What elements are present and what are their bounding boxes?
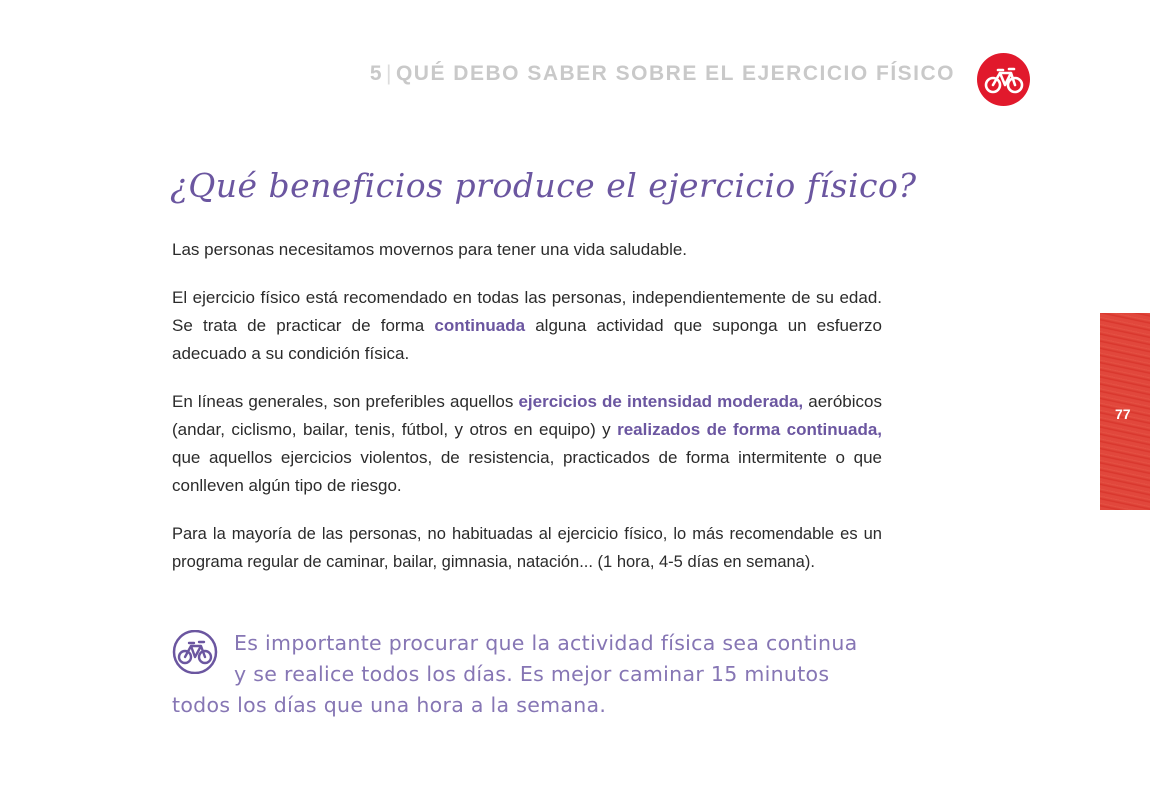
paragraph-4: Para la mayoría de las personas, no habituadas al ejercicio físico, lo más recomendable es un programa regular de caminar, bailar, gimnasia, natación... (1 hora, 4-5 días en semana). (172, 525, 882, 571)
highlight-realizados: realizados de forma continuada, (617, 420, 883, 439)
page-title: ¿Qué beneficios produce el ejercicio físico? (170, 166, 917, 205)
paragraph-3-text-a: En líneas generales, son preferibles aquellos (172, 392, 519, 411)
note-line-1: Es importante procurar que la actividad física sea continua (234, 631, 858, 655)
paragraph-3-text-c: aeróbicos (andar, ciclismo, bailar, tenis, fútbol, y otros en equipo) y (172, 392, 882, 439)
paragraph-2 (172, 284, 882, 368)
bicycle-badge (977, 53, 1030, 106)
section-header (370, 62, 955, 86)
paragraph-2-text-a: El ejercicio físico está recomendado en todas las personas, independientemente de su edad. Se trata de practicar de forma (172, 288, 882, 335)
paragraph-3-text-e: que aquellos ejercicios violentos, de resistencia, practicados de forma intermitente o que conlleven algún tipo de riesgo. (172, 448, 882, 495)
body-text (172, 236, 882, 596)
header-separator: | (386, 62, 393, 85)
tip-note (172, 628, 892, 721)
highlight-intensidad: ejercicios de intensidad moderada, (518, 392, 804, 411)
paragraph-1: Las personas necesitamos movernos para tener una vida saludable. (172, 240, 688, 259)
page-number: 77 (1115, 406, 1131, 422)
page-tab (1100, 313, 1150, 510)
section-title: QUÉ DEBO SABER SOBRE EL EJERCICIO FÍSICO (395, 62, 955, 85)
paragraph-3 (172, 388, 882, 500)
section-number: 5 (369, 62, 383, 85)
highlight-continuada: continuada (434, 316, 526, 335)
bicycle-icon (984, 65, 1024, 95)
note-line-2: y se realice todos los días. Es mejor caminar 15 minutos (234, 662, 830, 686)
paragraph-2-text-c: alguna actividad que suponga un esfuerzo adecuado a su condición física. (172, 316, 882, 363)
note-line-3: todos los días que una hora a la semana. (172, 693, 607, 717)
